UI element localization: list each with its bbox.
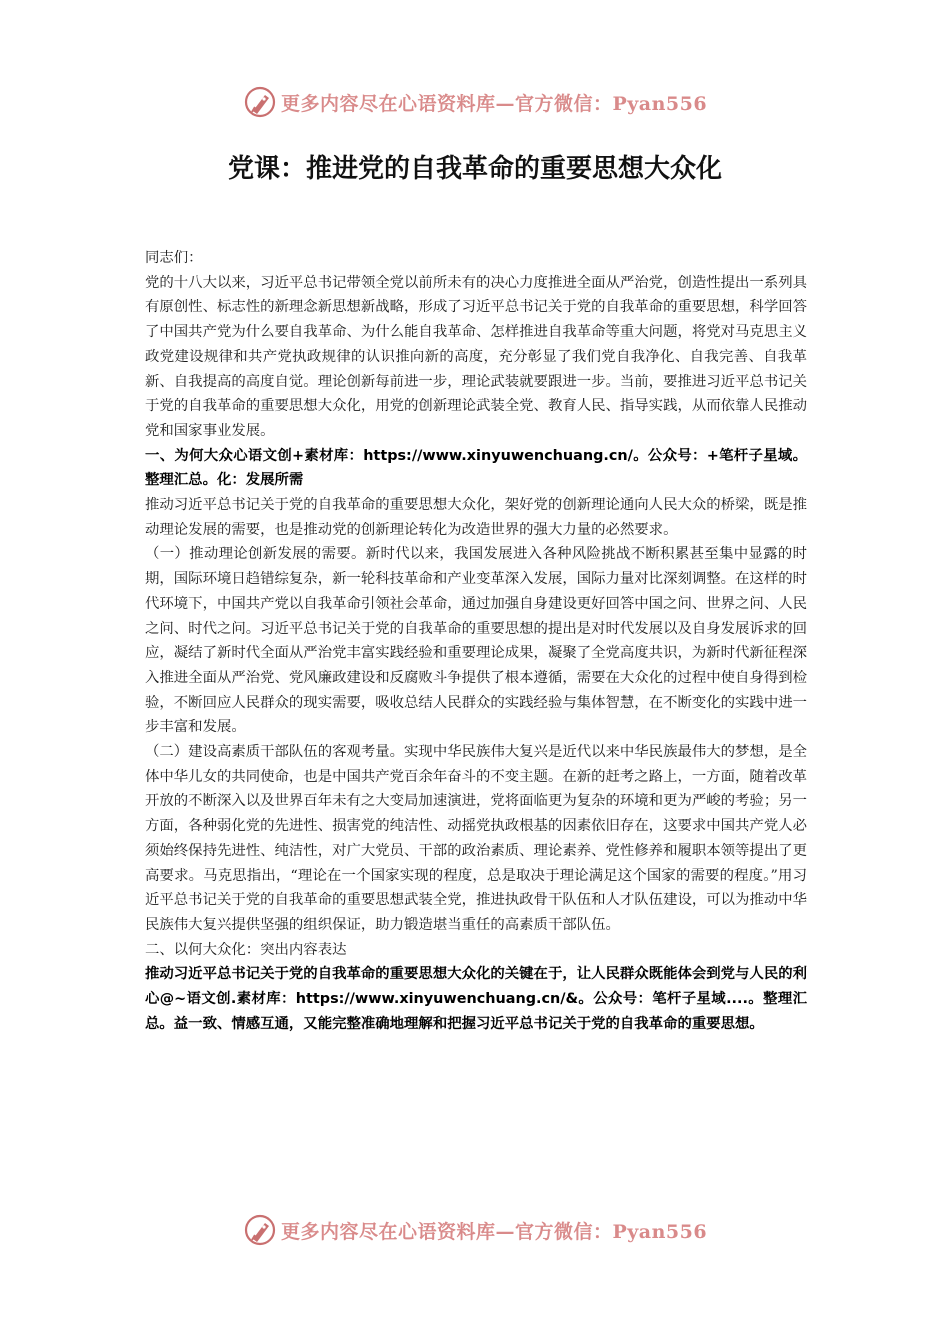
- paragraph-subsection-2: （二）建设高素质干部队伍的客观考量。实现中华民族伟大复兴是近代以来中华民族最伟大的梦想，是全体中华儿女的共同使命，也是中国共产党百余年奋斗的不变主题。在新的赶考之路上，一方面，随着改革开放的不断深入以及世界百年未有之大变局加速演进，党将面临更为复杂的环境和更为严峻的考验；另一方面，各种弱化党的先进性、损害党的纯洁性、动摇党执政根基的因素依旧存在，这要求中国共产党人必须始终保持先进性、纯洁性，对广大党员、干部的政治素质、理论素养、党性修养和履职本领等提出了更高要求。马克思指出，“理论在一个国家实现的程度，总是取决于理论满足这个国家的需要的程度。”用习近平总书记关于党的自我革命的重要思想武装全党，推进执政骨干队伍和人才队伍建设，可以为推动中华民族伟大复兴提供坚强的组织保证，助力锻造堪当重任的高素质干部队伍。: [145, 744, 807, 933]
- paragraph-subsection-1: （一）推动理论创新发展的需要。新时代以来，我国发展进入各种风险挑战不断积累甚至集中显露的时期，国际环境日趋错综复杂，新一轮科技革命和产业变革深入发展，国际力量对比深刻调整。在这样的时代环境下，中国共产党以自我革命引领社会革命，通过加强自身建设更好回答中国之问、世界之问、人民之问、时代之问。习近平总书记关于党的自我革命的重要思想的提出是对时代发展以及自身发展诉求的回应，凝结了新时代全面从严治党丰富实践经验和重要理论成果，凝聚了全党高度共识，为新时代新征程深入推进全面从严治党、党风廉政建设和反腐败斗争提供了根本遵循，需要在大众化的过程中使自身得到检验，不断回应人民群众的现实需要，吸收总结人民群众的实践经验与集体智慧，在不断变化的实践中进一步丰富和发展。: [145, 546, 807, 736]
- salutation: 同志们：: [145, 250, 203, 266]
- paragraph-section-2-intro: 推动习近平总书记关于党的自我革命的重要思想大众化的关键在于，让人民群众既能体会到党与人民的利心@~语文创.素材库：https://www.xinyuwenchuang.cn/&。公众号：笔杆子星域....。整理汇总。益一致、情感互通，又能完整准确地理解和把握习近平总书记关于党的自我革命的重要思想。: [145, 966, 807, 1032]
- document-body: [145, 246, 807, 1037]
- section-heading-1: 一、为何大众心语文创+素材库：https://www.xinyuwenchuang.cn/。公众号：+笔杆子星域。整理汇总。化：发展所需: [145, 447, 807, 489]
- page-title: 党课：推进党的自我革命的重要思想大众化: [227, 154, 722, 184]
- footer-watermark-banner: [0, 1210, 950, 1250]
- paragraph-intro: 党的十八大以来，习近平总书记带领全党以前所未有的决心力度推进全面从严治党，创造性提出一系列具有原创性、标志性的新理念新思想新战略，形成了习近平总书记关于党的自我革命的重要思想，科学回答了中国共产党为什么要自我革命、为什么能自我革命、怎样推进自我革命等重大问题，将党对马克思主义政党建设规律和共产党执政规律的认识推向新的高度，充分彰显了我们党自我净化、自我完善、自我革新、自我提高的高度自觉。理论创新每前进一步，理论武装就要跟进一步。当前，要推进习近平总书记关于党的自我革命的重要思想大众化，用党的创新理论武装全党、教育人民、指导实践，从而依靠人民推动党和国家事业发展。: [145, 274, 807, 439]
- paragraph-section-1-intro: 推动习近平总书记关于党的自我革命的重要思想大众化，架好党的创新理论通向人民大众的桥梁，既是推动理论发展的需要，也是推动党的创新理论转化为改造世界的强大力量的必然要求。: [145, 497, 807, 538]
- header-watermark-banner: [0, 82, 950, 122]
- banner-text: 更多内容尽在心语资料库—官方微信：Pyan556: [280, 92, 708, 115]
- pen-nib-icon: [243, 85, 277, 119]
- banner-text: 更多内容尽在心语资料库—官方微信：Pyan556: [280, 1220, 708, 1243]
- pen-nib-icon: [243, 1213, 277, 1247]
- section-heading-2: 二、以何大众化：突出内容表达: [145, 941, 347, 958]
